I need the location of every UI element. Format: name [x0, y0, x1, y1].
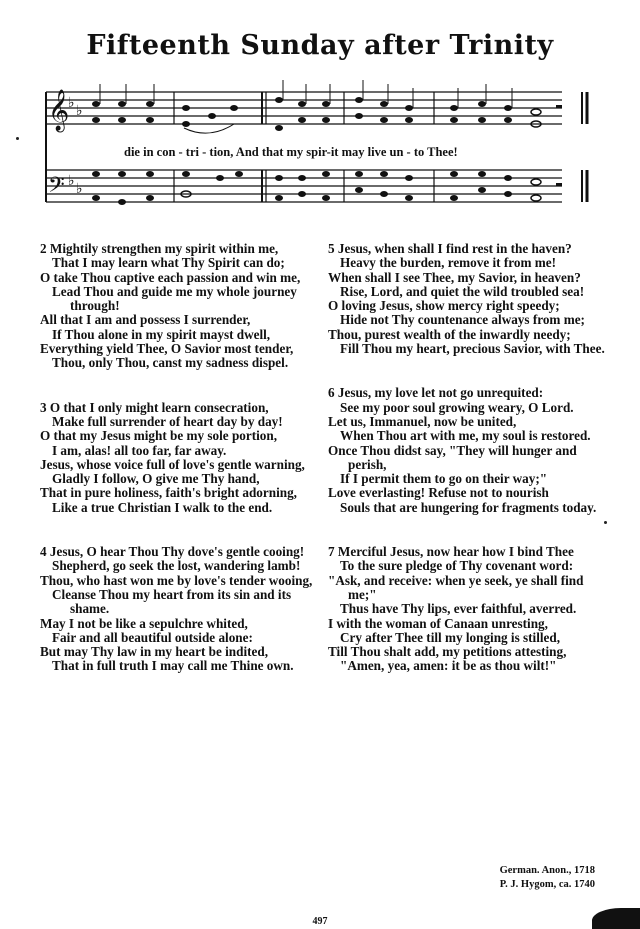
verse-line: Thou, purest wealth of the inwardly needy;: [328, 326, 571, 342]
author-credit: German. Anon., 1718: [499, 865, 595, 876]
verse-line: Till Thou shalt add, my petitions attesting,: [328, 644, 567, 660]
verse-line: 3 O that I only might learn consecration,: [40, 399, 269, 415]
verse-line: When shall I see Thee, my Savior, in heaven?: [328, 269, 581, 285]
verse-line: Fair and all beautiful outside alone:: [52, 629, 253, 645]
verse-line: Souls that are hungering for fragments today.: [340, 499, 597, 515]
verse-line: All that I am and possess I surrender,: [40, 312, 251, 328]
svg-text:𝄞: 𝄞: [48, 90, 70, 131]
verse-line: Gladly I follow, O give me Thy hand,: [52, 471, 260, 487]
verse-line: 2 Mightily strengthen my spirit within me,: [40, 241, 279, 256]
stanza-2: [40, 242, 322, 371]
verse-line: "Ask, and receive: when ye seek, ye shall find me;": [328, 572, 584, 602]
stanza-7: [328, 545, 610, 674]
verse-line: When Thou art with me, my soul is restored.: [340, 428, 591, 444]
verse-line: That I may learn what Thy Spirit can do;: [52, 255, 285, 271]
verse-line: Make full surrender of heart day by day!: [52, 413, 283, 429]
margin-speck: [16, 137, 19, 140]
stanzas-left: [40, 242, 322, 704]
verse-line: Jesus, whose voice full of love's gentle warning,: [40, 456, 305, 472]
verse-line: May I not be like a sepulchre whited,: [40, 615, 248, 631]
verse-line: I am, alas! all too far, far away.: [52, 442, 227, 458]
svg-text:♭: ♭: [68, 95, 75, 111]
stanza-4: [40, 545, 322, 674]
verse-line: Rise, Lord, and quiet the wild troubled sea!: [340, 283, 585, 299]
stanzas-right: [328, 242, 610, 704]
verse-line: If Thou alone in my spirit mayst dwell,: [52, 326, 271, 342]
verse-line: 7 Merciful Jesus, now hear how I bind Thee: [328, 544, 574, 560]
verse-line: Once Thou didst say, "They will hunger and perish,: [328, 442, 577, 472]
verse-line: O that my Jesus might be my sole portion,: [40, 428, 278, 444]
page-number: 497: [312, 916, 328, 927]
verse-line: Shepherd, go seek the lost, wandering lamb!: [52, 558, 301, 574]
svg-text:♭: ♭: [76, 103, 83, 119]
verse-line: Like a true Christian I walk to the end.: [52, 499, 273, 515]
hymn-title: Fifteenth Sunday after Trinity: [86, 30, 554, 61]
svg-text:𝄢: 𝄢: [48, 173, 65, 203]
verse-line: Thou, who hast won me by love's tender wooing,: [40, 572, 313, 588]
stanza-5: [328, 242, 610, 356]
verse-line: Lead Thou and guide me my whole journey through!: [52, 283, 297, 314]
verse-line: See my poor soul growing weary, O Lord.: [340, 399, 574, 415]
verse-line: Hide not Thy countenance always from me;: [340, 312, 585, 328]
music-lyric: die in con - tri - tion, And that my spir-it may live un - to Thee!: [124, 145, 458, 159]
scan-artifact: [592, 908, 640, 929]
verse-line: Thus have Thy lips, ever faithful, averred.: [340, 601, 577, 617]
svg-text:♭: ♭: [68, 173, 75, 189]
verse-line: But may Thy law in my heart be indited,: [40, 644, 268, 660]
verse-line: If I permit them to go on their way;": [340, 471, 548, 487]
verse-line: Heavy the burden, remove it from me!: [340, 255, 556, 271]
verse-line: To the sure pledge of Thy covenant word:: [340, 558, 574, 574]
verse-line: Let us, Immanuel, now be united,: [328, 413, 517, 429]
stanza-3: [40, 401, 322, 515]
verse-line: Fill Thou my heart, precious Savior, with Thee.: [340, 341, 605, 357]
translator-credit: P. J. Hygom, ca. 1740: [499, 879, 595, 890]
margin-speck: [604, 521, 607, 524]
verse-line: O take Thou captive each passion and win me,: [40, 269, 301, 285]
verse-line: "Amen, yea, amen: it be as thou wilt!": [340, 658, 557, 674]
verse-line: Love everlasting! Refuse not to nourish: [328, 485, 549, 501]
verse-line: O loving Jesus, show mercy right speedy;: [328, 298, 560, 314]
verse-line: 4 Jesus, O hear Thou Thy dove's gentle cooing!: [40, 544, 305, 560]
verse-line: I with the woman of Canaan unresting,: [328, 615, 548, 631]
svg-text:♭: ♭: [76, 181, 83, 197]
verse-line: Cry after Thee till my longing is stilled,: [340, 629, 561, 645]
verse-line: Cleanse Thou my heart from its sin and its shame.: [52, 586, 292, 617]
verse-line: That in pure holiness, faith's bright adorning,: [40, 485, 297, 501]
hymn-credits: [445, 864, 595, 892]
music-notation: [34, 78, 594, 218]
verse-line: 6 Jesus, my love let not go unrequited:: [328, 385, 544, 401]
verse-line: Everything yield Thee, O Savior most tender,: [40, 341, 294, 357]
verse-line: 5 Jesus, when shall I find rest in the haven?: [328, 241, 572, 256]
verse-line: That in full truth I may call me Thine own.: [52, 658, 294, 674]
verse-line: Thou, only Thou, canst my sadness dispel.: [52, 355, 289, 371]
stanza-6: [328, 386, 610, 515]
